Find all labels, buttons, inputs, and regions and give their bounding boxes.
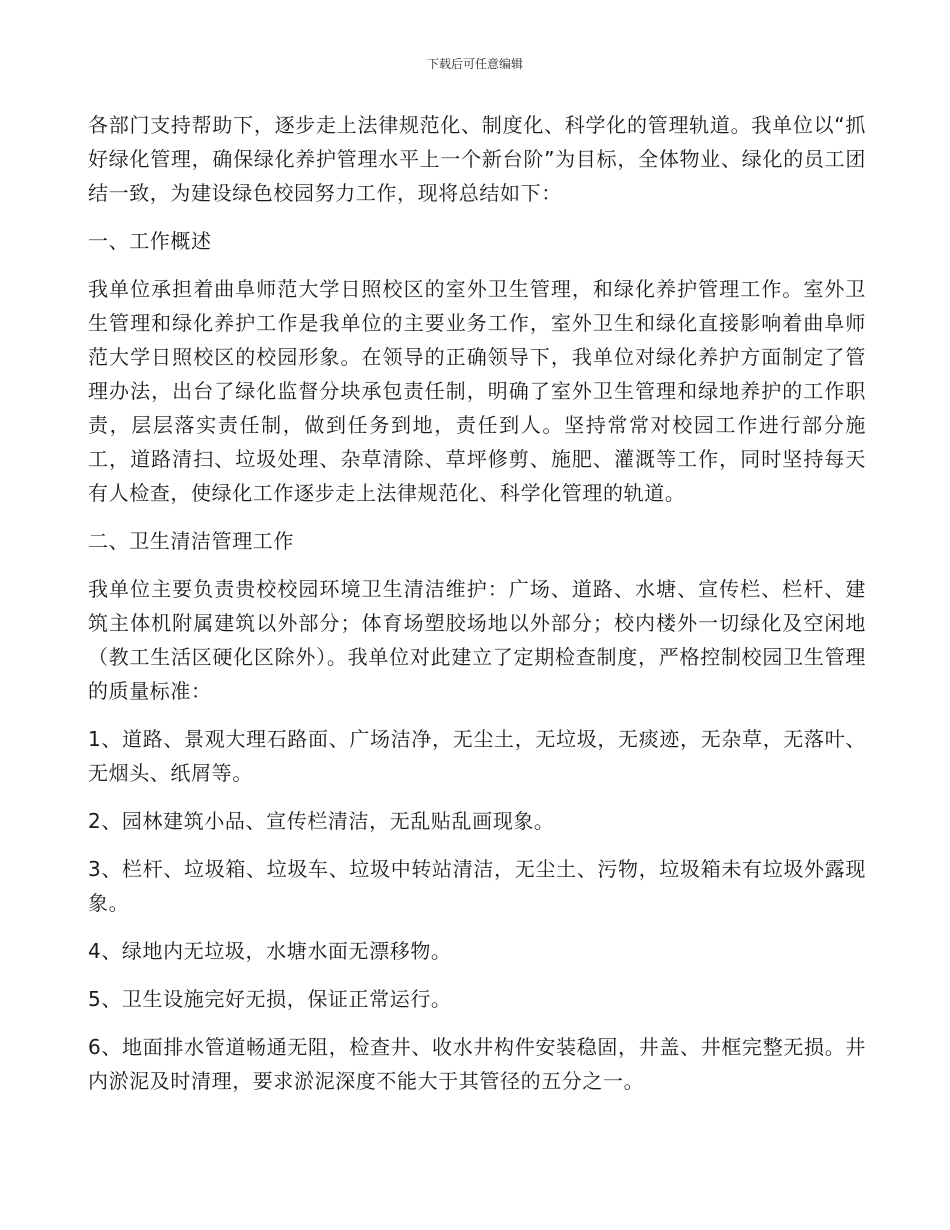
list-item-standard-4: 4、绿地内无垃圾，水塘水面无漂移物。 (88, 939, 452, 963)
section-heading-cleaning: 二、卫生清洁管理工作 (88, 529, 294, 553)
list-item-standard-6: 6、地面排水管道畅通无阻，检查井、收水井构件安装稳固，井盖、井框完整无损。井内淤泥及时清理，要求淤泥深度不能大于其管径的五分之一。 (88, 1035, 866, 1093)
paragraph-intro: 各部门支持帮助下，逐步走上法律规范化、制度化、科学化的管理轨道。我单位以“抓好绿化管理，确保绿化养护管理水平上一个新台阶”为目标，全体物业、绿化的员工团结一致，为建设绿色校园努力工作，现将总结如下： (88, 113, 866, 205)
list-item-standard-2: 2、园林建筑小品、宣传栏清洁，无乱贴乱画现象。 (88, 809, 555, 833)
document-body (88, 108, 866, 1112)
list-item-standard-5: 5、卫生设施完好无损，保证正常运行。 (88, 987, 452, 1011)
paragraph-cleaning-scope: 我单位主要负责贵校校园环境卫生清洁维护：广场、道路、水塘、宣传栏、栏杆、建筑主体机附属建筑以外部分；体育场塑胶场地以外部分；校内楼外一切绿化及空闲地（教工生活区硬化区除外）。我单位对此建立了定期检查制度，严格控制校园卫生管理的质量标准： (88, 577, 866, 703)
page-header: 下载后可任意编辑 (426, 57, 523, 71)
section-heading-overview: 一、工作概述 (88, 229, 212, 253)
list-item-standard-1: 1、道路、景观大理石路面、广场洁净，无尘土，无垃圾，无痰迹，无杂草，无落叶、无烟头、纸屑等。 (88, 727, 866, 785)
list-item-standard-3: 3、栏杆、垃圾箱、垃圾车、垃圾中转站清洁，无尘土、污物，垃圾箱未有垃圾外露现象。 (88, 857, 866, 915)
paragraph-overview: 我单位承担着曲阜师范大学日照校区的室外卫生管理，和绿化养护管理工作。室外卫生管理和绿化养护工作是我单位的主要业务工作，室外卫生和绿化直接影响着曲阜师范大学日照校区的校园形象。在领导的正确领导下，我单位对绿化养护方面制定了管理办法，出台了绿化监督分块承包责任制，明确了室外卫生管理和绿地养护的工作职责，层层落实责任制，做到任务到地，责任到人。坚持常常对校园工作进行部分施工，道路清扫、垃圾处理、杂草清除、草坪修剪、施肥、灌溉等工作，同时坚持每天有人检查，使绿化工作逐步走上法律规范化、科学化管理的轨道。 (88, 277, 866, 505)
